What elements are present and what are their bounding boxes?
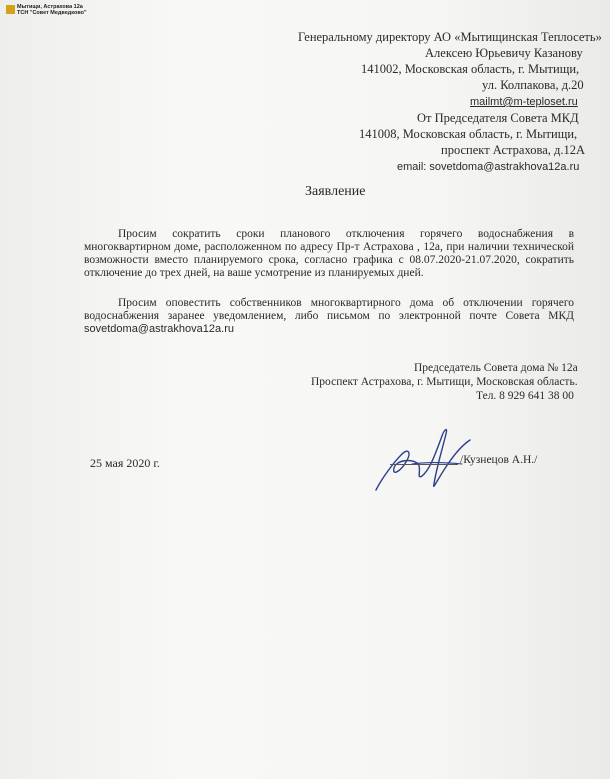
watermark-text (17, 4, 87, 16)
watermark (6, 4, 87, 16)
footer-line3: Тел. 8 929 641 38 00 (476, 390, 574, 402)
addressee-email-link[interactable]: mailmt@m-teploset.ru (470, 96, 578, 108)
addressee-line4: ул. Колпакова, д.20 (482, 78, 584, 92)
watermark-line2: ТСН "Совет Медведково" (17, 10, 87, 16)
addressee-line3: 141002, Московская область, г. Мытищи, (361, 62, 580, 76)
addressee-line2: Алексею Юрьевичу Казанову (425, 46, 583, 60)
document-title: Заявление (305, 184, 366, 199)
addressee-line1: Генеральному директору АО «Мытищинская Теплосеть» (298, 30, 602, 44)
body-paragraph-1 (84, 228, 574, 280)
sender-line2: 141008, Московская область, г. Мытищи, (359, 127, 578, 141)
sender-email: email: sovetdoma@astrakhova12a.ru (397, 161, 580, 173)
body-paragraph-2-email: sovetdoma@astrakhova12a.ru (84, 323, 234, 335)
signer-name: /Кузнецов А.Н./ (460, 454, 538, 466)
sender-line3: проспект Астрахова, д.12А (441, 143, 586, 157)
body-paragraph-2 (84, 297, 574, 336)
watermark-line1: Мытищи, Астрахова 12а (17, 4, 83, 10)
handwritten-signature (372, 418, 472, 498)
footer-line2: Проспект Астрахова, г. Мытищи, Московская область. (311, 376, 578, 388)
signature-line (390, 464, 458, 465)
body-paragraph-1-text: Просим сократить сроки планового отключения горячего водоснабжения в многоквартирном доме, расположенном по адресу Пр-т Астрахова , 12а, при наличии технической возможности вместо планируемого срока, согласно графика с 08.07.2020-21.07.2020, сократить отключение до трех дней, на ваше усмотрение из планируемых дней. (84, 228, 574, 279)
document-date: 25 мая 2020 г. (90, 456, 160, 470)
sender-line1: От Председателя Совета МКД (417, 111, 579, 125)
footer-line1: Председатель Совета дома № 12а (414, 362, 578, 374)
body-paragraph-2-text: Просим оповестить собственников многоквартирного дома об отключении горячего водоснабжения заранее уведомлением, либо письмом по электронной почте Совета МКД (84, 297, 574, 322)
watermark-logo-icon (6, 5, 15, 14)
